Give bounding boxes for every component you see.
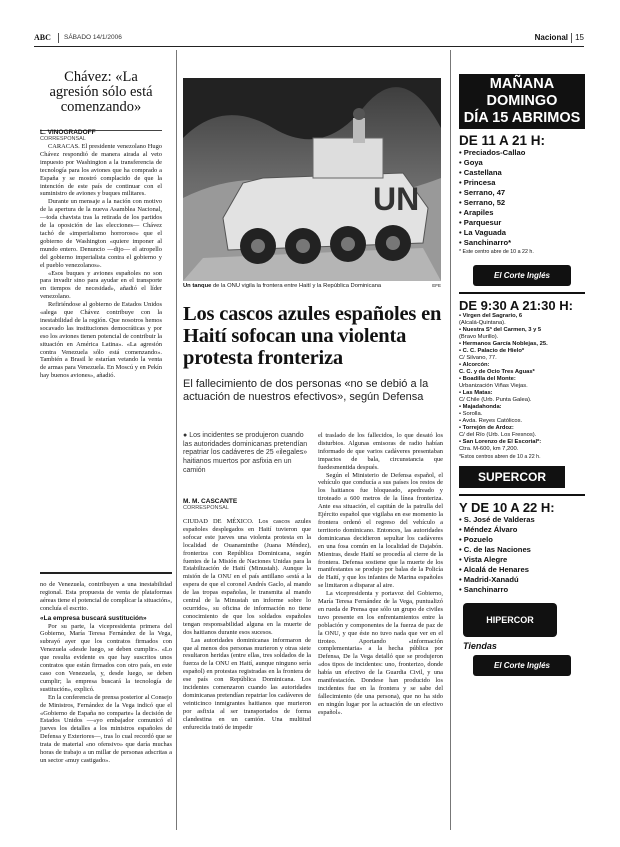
store-address: (Alcalá-Quintana). bbox=[459, 320, 506, 326]
photo-caption bbox=[183, 283, 441, 289]
article-deck: El fallecimiento de dos personas «no se debió a la actuación de nuestros efectivos», según Defensa bbox=[183, 378, 429, 403]
store-item: • Madrid-Xanadú bbox=[459, 575, 585, 585]
store-item: • S. José de Valderas bbox=[459, 515, 585, 525]
supercor-logo: SUPERCOR bbox=[459, 466, 565, 488]
column-divider bbox=[176, 50, 177, 830]
banner-line: MAÑANA bbox=[489, 76, 555, 92]
sidebar-role: CORRESPONSAL bbox=[40, 136, 86, 142]
paragraph: «Esos buques y aviones españoles no son para invadir sino para ayudar en el transporte en tiempos de necesidad», añadió el líder venezolano. bbox=[40, 269, 162, 301]
hours-note: *Estos centros abren de 10 a 22 h. bbox=[459, 454, 541, 460]
store-item: • Vista Alegre bbox=[459, 555, 585, 565]
subheading: «La empresa buscará sustitución» bbox=[40, 614, 147, 622]
article-byline-block bbox=[183, 498, 311, 512]
el-corte-ingles-logo: El Corte Inglés bbox=[473, 265, 571, 286]
store-item: • Serrano, 47 bbox=[459, 188, 585, 198]
hours-heading: Y DE 10 A 22 H: bbox=[459, 500, 555, 515]
store-address: Urbanización Viñas Viejas. bbox=[459, 383, 528, 389]
store-item: • Alcalá de Henares bbox=[459, 565, 585, 575]
ad-banner bbox=[459, 74, 585, 129]
store-address: (Bravo Murillo). bbox=[459, 334, 499, 340]
highlight-text: Los incidentes se produjeron cuando las autoridades dominicanas pretendían repatriar los cadáveres de 25 «ilegales» haitianos muertos por asfixia en un camión bbox=[183, 432, 308, 474]
banner-line: DOMINGO bbox=[486, 93, 558, 109]
store-address: Ctra. M-600, km 7,200. bbox=[459, 446, 519, 452]
store-item: • Nuestra Sª del Carmen, 3 y 5 bbox=[459, 327, 585, 334]
column-divider bbox=[450, 50, 451, 830]
paragraph: CIUDAD DE MÉXICO. Los cascos azules españoles desplegados en Haití tuvieron que sofocar este jueves una violenta protesta en la localidad de Ouanaminthe (Juana Méndez), fronteriza con República Dominicana, según fuentes de la Misión de Naciones Unidas para la Estabilización de Haití (Minustah). Aunque la misión de la ONU en el país antillano «está a la espera de que el coronel Andrés Gaclo, al mando de las tropas españolas, le transmita al mando central de la Minustah un informe sobre lo ocurrido», su oficina de información no tiene conocimiento de que los soldados españoles tengan responsabilidad alguna en la muerte de dos haitianos durante esos sucesos. bbox=[183, 518, 311, 636]
store-item: • Sanchinarro bbox=[459, 585, 585, 595]
store-address: • Sorolla. • Avda. Reyes Católicos. bbox=[459, 411, 523, 424]
store-item: • Majadahonda: bbox=[459, 404, 585, 411]
paragraph: En la conferencia de prensa posterior al Consejo de Ministros, Fernández de la Vega indicó que el «Gobierno de España no comparte» la decisión de Estados Unidos —«yo embajador comunicó el jueves los detalles a los ministros españoles de Defensa y Exteriores—, tras lo cual recordó que se trata de material «no ofensivo» que daría muchas horas de trabajo a un millar de personas adscritas a un sector «muy castigado». bbox=[40, 693, 172, 764]
store-item: • Las Matas: bbox=[459, 390, 585, 397]
paragraph: Refiriéndose al gobierno de Estados Unidos «alega que Chávez contribuye con la inestabilidad de la región. Que nosotros hemos socavado las instituciones democráticas y por eso los aviones tienen potencial de contribuir la situación en América Latina». «La agresión contra Venezuela sólo está comenzando». También a Brasil le estarían vetando la venta de armas para Venezuela. En Moscú y en Pekín hay buenos aviones», añadió. bbox=[40, 301, 162, 380]
header-divider bbox=[571, 33, 572, 43]
sidebar-body bbox=[40, 143, 162, 380]
banner-line: DÍA 15 ABRIMOS bbox=[463, 110, 581, 126]
hipercor-logo: HIPERCOR bbox=[463, 603, 557, 637]
store-item: • San Lorenzo de El Escorial*: bbox=[459, 439, 585, 446]
store-item: • Serrano, 52 bbox=[459, 198, 585, 208]
store-address: C/ Chile (Urb. Punta Galea). bbox=[459, 397, 532, 403]
article-highlight bbox=[183, 432, 311, 476]
el-corte-ingles-logo: El Corte Inglés bbox=[473, 655, 571, 676]
store-list bbox=[459, 515, 585, 595]
store-address: C/ del Río (Urb. Los Fresnos). bbox=[459, 432, 537, 438]
store-item: • Virgen del Sagrario, 6 bbox=[459, 313, 585, 320]
section-name: Nacional bbox=[534, 33, 568, 42]
header-rule bbox=[34, 46, 584, 47]
store-item: • Alcorcón: bbox=[459, 362, 585, 369]
paragraph: no de Venezuela, contribuyen a una inestabilidad regional. Esta propuesta de venta de plataformas aéreas tiene el potencial de complicar la situación», concluía el escrito. bbox=[40, 581, 172, 612]
caption-text: de la ONU vigila la frontera entre Haití y la República Dominicana bbox=[211, 283, 382, 289]
hours-note: * Este centro abre de 10 a 22 h. bbox=[459, 249, 534, 255]
store-item: • Parquesur bbox=[459, 218, 585, 228]
sidebar-end-rule bbox=[40, 572, 172, 574]
store-list bbox=[459, 148, 585, 248]
store-advertisement bbox=[459, 74, 585, 824]
store-item: • Méndez Álvaro bbox=[459, 525, 585, 535]
store-item: • C. C. Palacio de Hielo* bbox=[459, 348, 585, 355]
store-address: C. C. y de Ocio Tres Aguas* bbox=[459, 369, 535, 375]
photo-credit: EFE bbox=[432, 283, 441, 288]
continued-text bbox=[40, 581, 172, 765]
hours-heading: DE 9:30 A 21:30 H: bbox=[459, 298, 573, 313]
store-item: • Arapiles bbox=[459, 208, 585, 218]
issue-date: SÁBADO 14/1/2006 bbox=[64, 34, 122, 41]
store-item: • La Vaguada bbox=[459, 228, 585, 238]
un-marking: UN bbox=[373, 181, 420, 217]
paragraph: Durante un mensaje a la nación con motivo de la apertura de la nueva Asamblea Nacional, —toda chavista tras la retirada de los partidos de la oposición de las elecciones— Chávez tachó de «imperialismo horroroso» que el gobierno de Washington «quiere imponer al mundo entero. Denuncio —dijo— el atropello del gobierno imperialista contra el gobierno y el pueblo venezolanos». bbox=[40, 198, 162, 269]
page-number: 15 bbox=[575, 33, 584, 42]
ad-divider bbox=[459, 292, 585, 294]
store-item: • Boadilla del Monte: bbox=[459, 376, 585, 383]
store-item: • Sanchinarro* bbox=[459, 238, 585, 248]
sidebar-article bbox=[40, 70, 162, 380]
caption-lead: Un tanque bbox=[183, 283, 212, 289]
paragraph: Según el Ministerio de Defensa español, el vehículo que conducía a sus países los restos de los haitianos fue bloqueado, apedreado y tiroteado a 600 metros de la línea fronteriza. Ante esa situación, el capitán de la patrulla del Ejército español que vigilaba en ese momento la frontera ordenó el regreso del vehículo a territorio dominicano. Entonces, las autoridades dominicanas decidieron sepultar los cadáveres en una fosa común en la localidad de Dajabón. Mientras, desde Haití se procedía al cierre de la frontera. Defensa sostiene que la muerte de los manifestantes se produjo por balas de la Policía de Haití, y que los infantes de Marina españoles se limitaron a disparar al aire. bbox=[318, 471, 443, 590]
paragraph: La vicepresidenta y portavoz del Gobierno, María Teresa Fernández de la Vega, puntualizó en rueda de Prensa que sólo un grupo de civiles tuvo presente en los enfrentamientos entre la población y componentes de la fuerza de paz de la ONU, y que éste no tuvo nada que ver en el tiroteo. Aportando «información complementaria» a la hecha pública por Defensa, De la Vega detalló que se produjeron «dos tipos de incidentes: uno, fronterizo, donde había un efectivo de la Guardia Civil, y una manifestación. Dondese han producido los incidentes fue en la frontera y se sabe del fallecimiento (de una persona), que no ha sido en ningún lugar por la actuación de un efectivo español». bbox=[318, 590, 443, 716]
store-item: • C. de las Naciones bbox=[459, 545, 585, 555]
article-byline: M. M. CASCANTE bbox=[183, 498, 238, 505]
article-role: CORRESPONSAL bbox=[183, 505, 229, 511]
un-tank-photo bbox=[183, 78, 441, 281]
page-header bbox=[34, 33, 584, 45]
store-address: C/ Silvano, 77. bbox=[459, 355, 497, 361]
ad-divider bbox=[459, 494, 585, 496]
store-item: • Castellana bbox=[459, 168, 585, 178]
store-item: • Preciados-Callao bbox=[459, 148, 585, 158]
hours-heading: DE 11 A 21 H: bbox=[459, 133, 546, 148]
sidebar-headline: Chávez: «La agresión sólo está comenzando» bbox=[49, 69, 153, 115]
sidebar-byline: L. VINOGRADOFF bbox=[40, 129, 96, 136]
bullet-icon: ● bbox=[183, 432, 190, 439]
paragraph: Por su parte, la vicepresidenta primera del Gobierno, María Teresa Fernández de la Vega, subrayó ayer que los contratos firmados con Venezuela «desde luego, se deben cumplir». «Lo que resulta evidente es que hay suscritos unos contratos que están firmados con otro país, en este caso con Venezuela, y, desde luego, se deben cumplir; la empresa buscará la tecnología de sustitución», explicó. bbox=[40, 622, 172, 693]
paragraph: CARACAS. El presidente venezolano Hugo Chávez respondió de manera airada al veto impuesto por Washington a la transferencia de tecnología para los aviones que ha comprado a España y se mostró complacido de que la intención de este país de continuar con el suministro de aviones y buques militares. bbox=[40, 143, 162, 198]
main-headline: Los cascos azules españoles en Haití sofocan una violenta protesta fronteriza bbox=[183, 303, 442, 369]
store-item: • Princesa bbox=[459, 178, 585, 188]
paragraph: Las autoridades dominicanas informaron de que al menos dos personas murieron y otras siete resultaron heridas (entre ellas, tres soldados de la fuerza de la ONU en Haití, aunque ninguno sería español) en protestas registradas en la frontera de ese país con República Dominicana. Los incidentes comenzaron cuando las autoridades dominicanas pretendían repatriar los cadáveres de veinticinco inmigrantes haitianos que murieron por asfixia al ser transportados de forma clandestina en un camión. Una multitud enfurecida trató de impedir bbox=[183, 636, 311, 731]
article-column-1 bbox=[183, 518, 311, 731]
tiendas-label: Tiendas bbox=[463, 641, 497, 651]
store-item: • Goya bbox=[459, 158, 585, 168]
store-list bbox=[459, 313, 585, 453]
news-photo bbox=[183, 78, 441, 281]
paragraph: el traslado de los fallecidos, lo que desató los disturbios. Algunas emisoras de radio habían informado de que varios cadáveres presentaban impactos de bala, circunstancia que fuedesmentida después. bbox=[318, 432, 443, 471]
header-divider bbox=[58, 33, 59, 43]
store-item: • Torrejón de Ardoz: bbox=[459, 425, 585, 432]
store-item: • Pozuelo bbox=[459, 535, 585, 545]
newspaper-logo: ABC bbox=[34, 33, 51, 42]
article-column-2 bbox=[318, 432, 443, 717]
store-item: • Hermanos García Noblejas, 25. bbox=[459, 341, 585, 348]
